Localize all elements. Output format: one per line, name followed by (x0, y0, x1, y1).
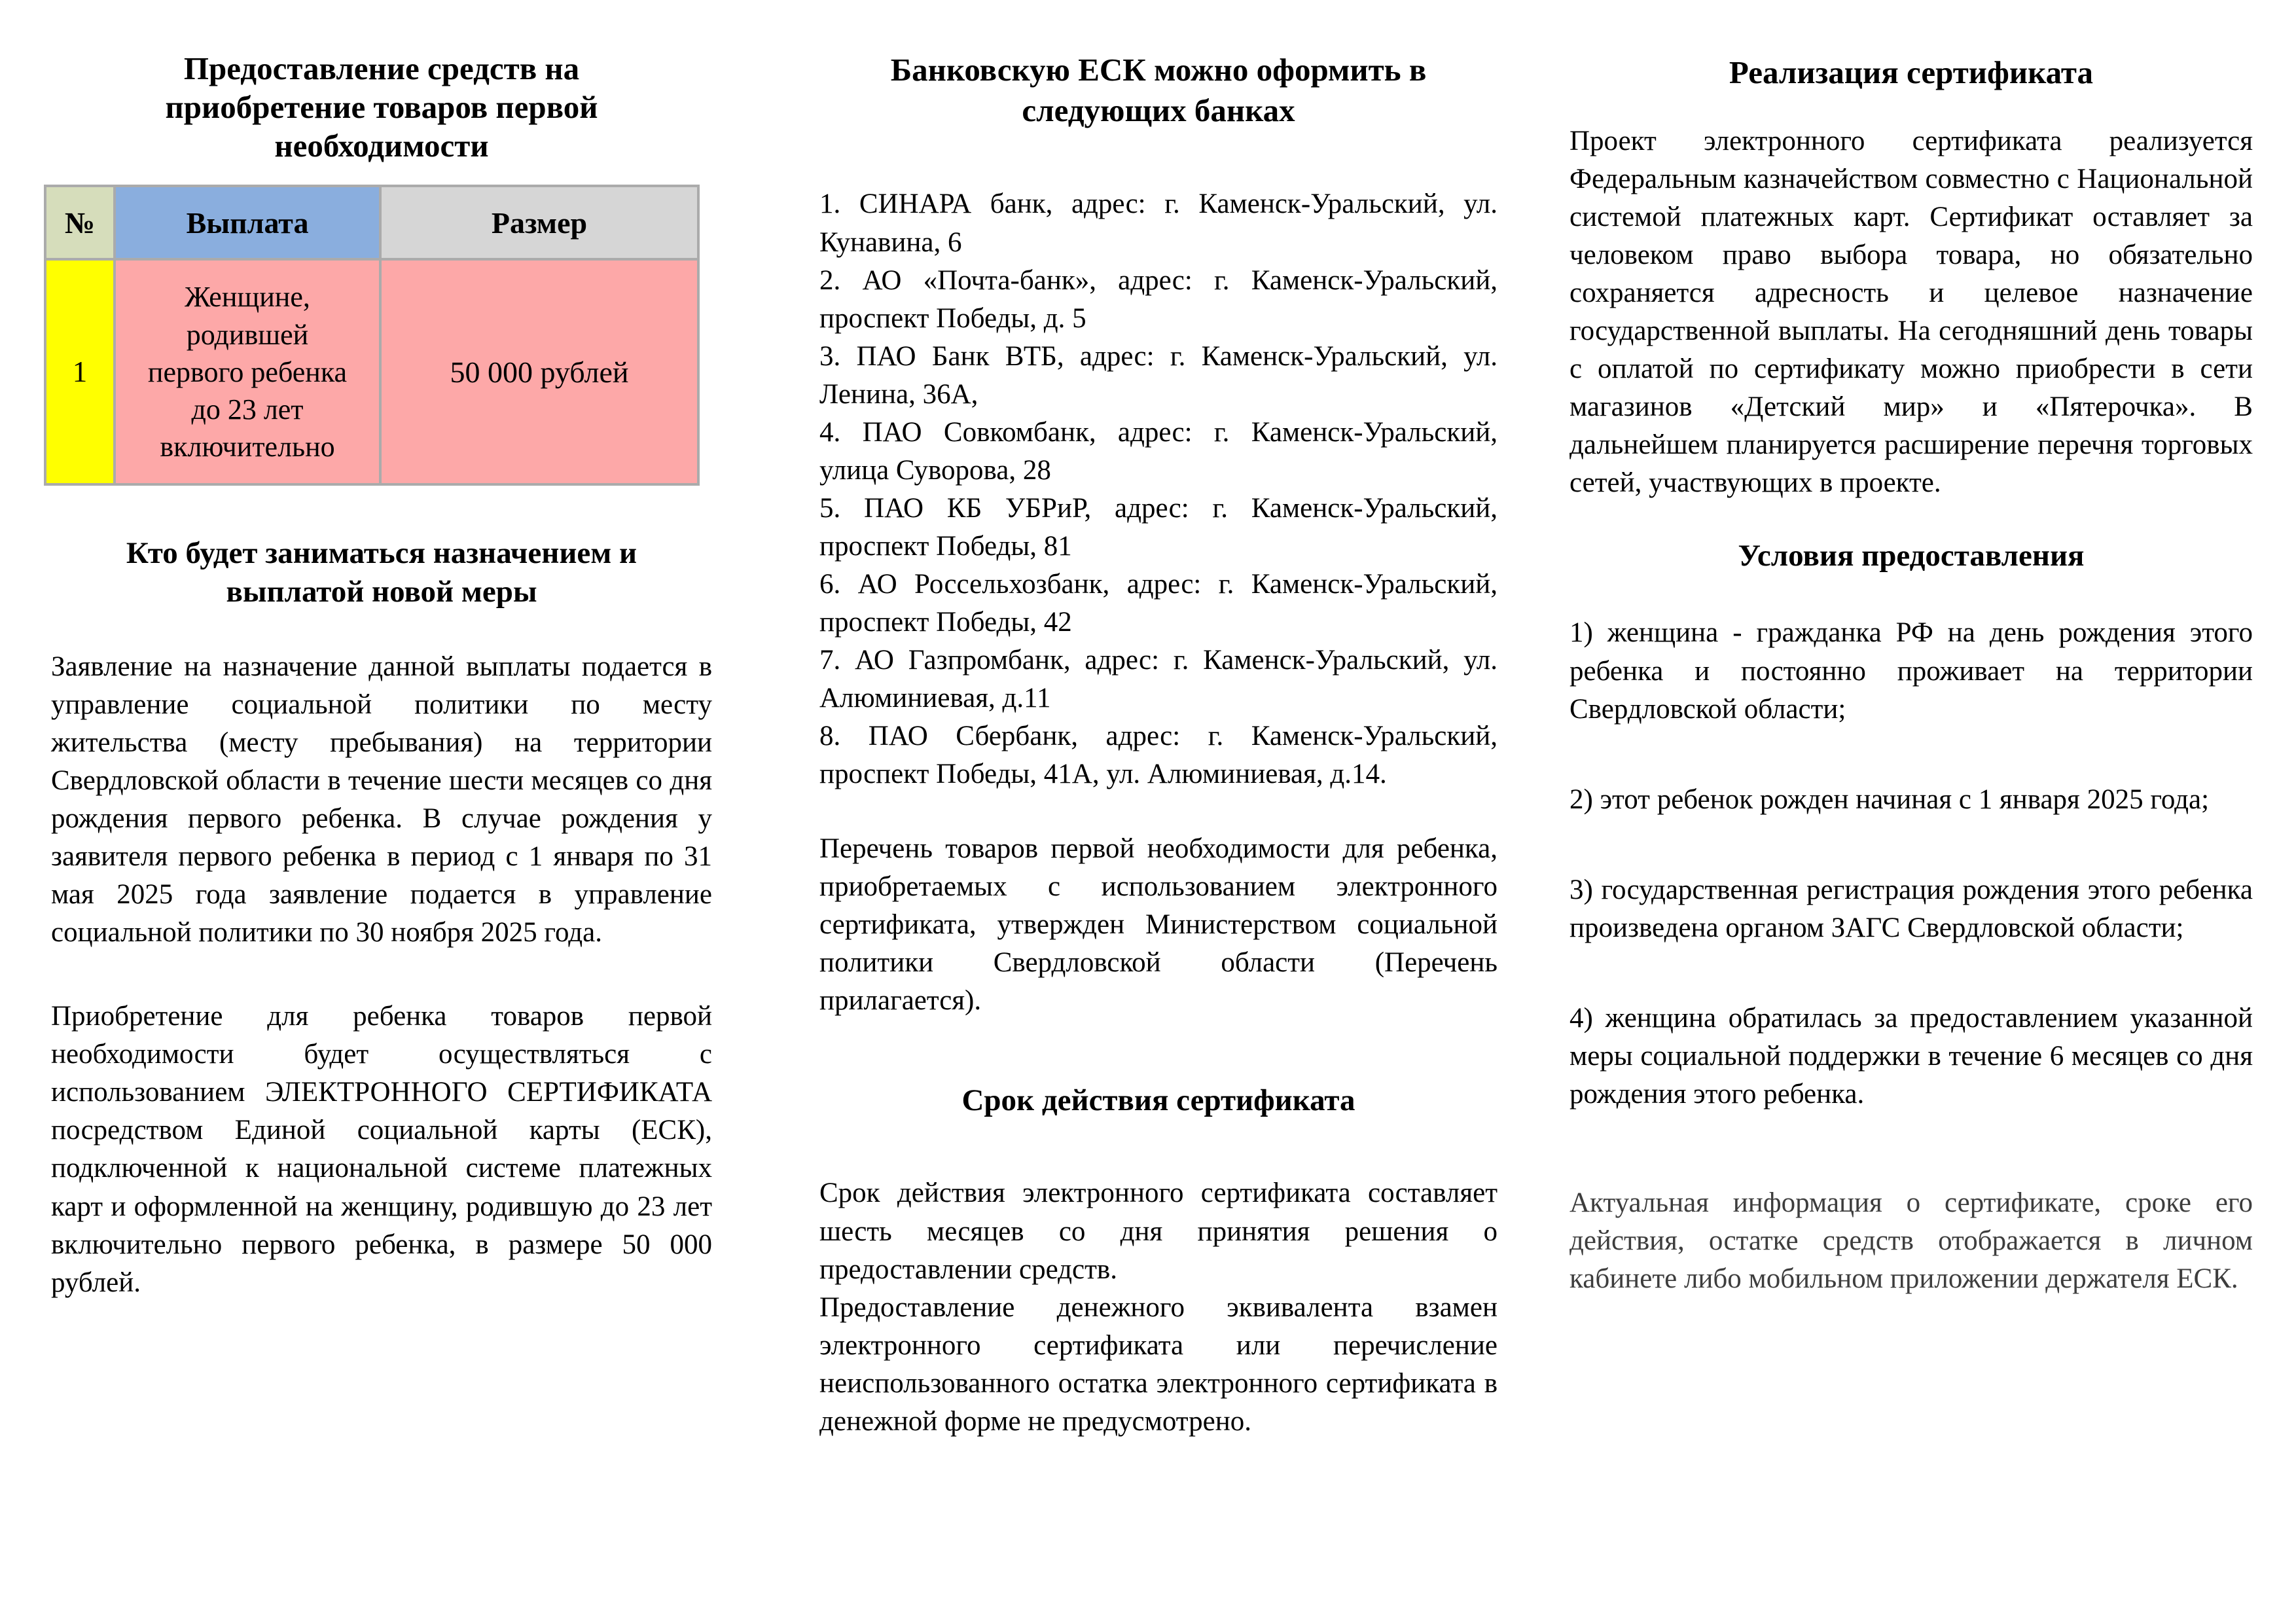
middle-column (819, 46, 1498, 1441)
table-header-size-cell (380, 186, 698, 259)
condition-item: 1) женщина - гражданка РФ на день рождения этого ребенка и постоянно проживает на территории Свердловской области; (1570, 617, 2253, 725)
table-row-number-cell: 1 (45, 259, 115, 484)
right-column (1570, 46, 2253, 1298)
left-paragraph-application: Заявление на назначение данной выплаты подается в управление социальной политики по месту жительства (месту пребывания) на территории Свердловской области в течение шести месяцев со дня рождения первого ребенка. В случае рождения у заявителя первого ребенка в период с 1 января по 31 мая 2025 года заявление подается в управление социальной политики по 30 ноября 2025 года. (51, 651, 712, 948)
left-paragraph-certificate: Приобретение для ребенка товаров первой необходимости будет осуществляться с использованием ЭЛЕКТРОННОГО СЕРТИФИКАТА посредством Единой социальной карты (ЕСК), подключенной к национальной системе платежных карт и оформленной на женщину, родившую до 23 лет включительно первого ребенка, в размере 50 000 рублей. (51, 1001, 712, 1298)
condition-item: 4) женщина обратилась за предоставлением указанной меры социальной поддержки в течение 6 месяцев со дня рождения этого ребенка. (1570, 1002, 2253, 1110)
payments-table-data-row (45, 259, 698, 484)
payments-table-header-row (45, 186, 698, 259)
table-header-payment-cell (115, 186, 380, 259)
bank-list-item: 7. АО Газпромбанк, адрес: г. Каменск-Уральский, ул. Алюминиевая, д.11 (819, 645, 1498, 714)
right-paragraph-implementation: Проект электронного сертификата реализуется Федеральным казначейством совместно с Национальной системой платежных карт. Сертификат оставляет за человеком право выбора товара, но обязательно сохраняется адресность и целевое назначение государственной выплаты. На сегодняшний день товары с оплатой по сертификату можно приобрести в сети магазинов «Детский мир» и «Пятерочка». В дальнейшем планируется расширение перечня торговых сетей, участвующих в проекте. (1570, 126, 2253, 499)
bank-list-item: 4. ПАО Совкомбанк, адрес: г. Каменск-Уральский, улица Суворова, 28 (819, 416, 1498, 486)
bank-list (819, 185, 1498, 793)
payments-table (44, 185, 700, 486)
middle-paragraph-validity: Срок действия электронного сертификата составляет шесть месяцев со дня принятия решения о предоставлении средств. (819, 1178, 1498, 1285)
left-section-heading: Кто будет заниматься назначением и выплатой новой меры (126, 536, 637, 609)
middle-paragraph-no-cash: Предоставление денежного эквивалента взамен электронного сертификата или перечисление неиспользованного остатка электронного сертификата в денежной форме не предусмотрено. (819, 1291, 1498, 1437)
middle-paragraph-goods-list: Перечень товаров первой необходимости для ребенка, приобретаемых с использованием электронного сертификата, утвержден Министерством социальной политики Свердловской области (Перечень прилагается). (819, 833, 1498, 1017)
table-row-payment-cell: Женщине, родившей первого ребенка до 23 лет включительно (115, 259, 380, 484)
right-column-title: Реализация сертификата (1729, 54, 2094, 90)
bank-list-item: 8. ПАО Сбербанк, адрес: г. Каменск-Уральский, проспект Победы, 41А, ул. Алюминиевая, д.14. (819, 721, 1498, 790)
conditions-list (1570, 614, 2253, 1113)
table-header-size-label: Размер (491, 206, 588, 240)
right-section-heading: Условия предоставления (1738, 539, 2085, 573)
bank-list-item: 5. ПАО КБ УБРиР, адрес: г. Каменск-Уральский, проспект Победы, 81 (819, 492, 1498, 562)
middle-section-heading: Срок действия сертификата (961, 1083, 1355, 1118)
bank-list-item: 2. АО «Почта-банк», адрес: г. Каменск-Уральский, проспект Победы, д. 5 (819, 264, 1498, 334)
middle-column-title: Банковскую ЕСК можно оформить в следующих банках (890, 52, 1427, 128)
bank-list-item: 3. ПАО Банк ВТБ, адрес: г. Каменск-Уральский, ул. Ленина, 36А, (819, 340, 1498, 410)
condition-item: 2) этот ребенок рожден начиная с 1 января 2025 года; (1570, 784, 2210, 815)
bank-list-item: 6. АО Россельхозбанк, адрес: г. Каменск-Уральский, проспект Победы, 42 (819, 568, 1498, 638)
table-header-number-label: № (64, 206, 96, 240)
table-row-size-cell: 50 000 рублей (380, 259, 698, 484)
table-header-payment-label: Выплата (186, 206, 309, 240)
left-column (51, 46, 712, 1302)
bank-list-item: 1. СИНАРА банк, адрес: г. Каменск-Уральский, ул. Кунавина, 6 (819, 189, 1498, 258)
right-paragraph-info: Актуальная информация о сертификате, сроке его действия, остатке средств отображается в личном кабинете либо мобильном приложении держателя ЕСК. (1570, 1187, 2253, 1294)
condition-item: 3) государственная регистрация рождения этого ребенка произведена органом ЗАГС Свердловской области; (1570, 874, 2253, 943)
table-header-number-cell (45, 186, 115, 259)
left-column-title: Предоставление средств на приобретение товаров первой необходимости (165, 50, 598, 164)
